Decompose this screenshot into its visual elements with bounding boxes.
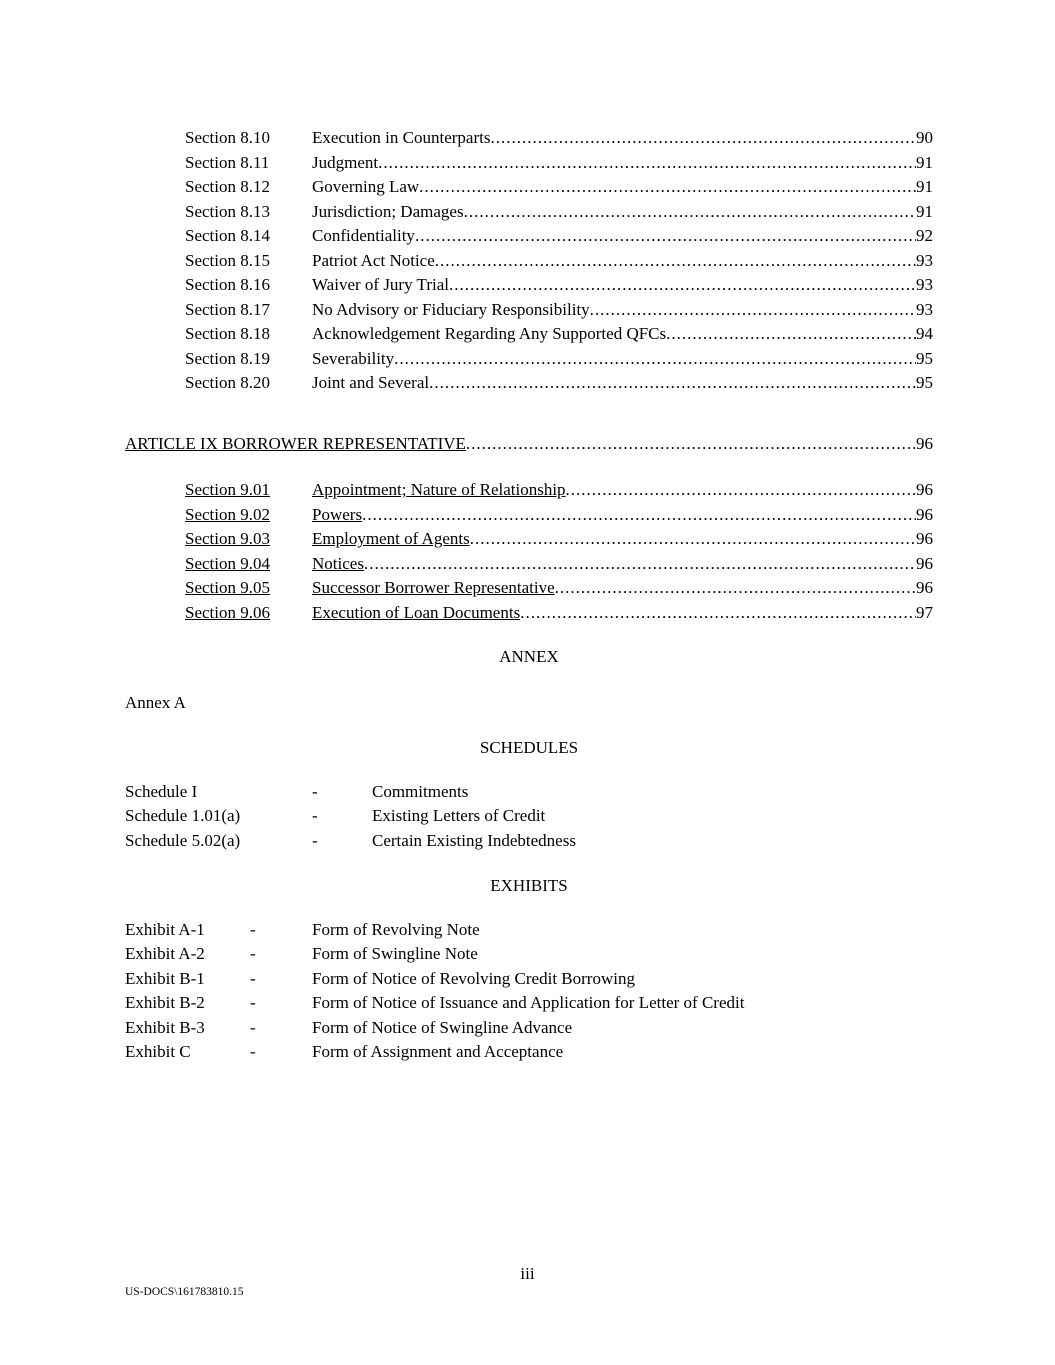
schedule-label: Schedule 1.01(a) <box>125 806 241 825</box>
exhibit-title: Form of Notice of Swingline Advance <box>312 1017 573 1037</box>
dot-leader <box>415 224 916 249</box>
exhibit-label: Exhibit B-1 <box>125 968 205 988</box>
exhibit-title: Form of Swingline Note <box>312 944 478 963</box>
toc-entry-title: Governing Law <box>312 177 420 196</box>
toc-entry-number: Section 8.13 <box>185 201 270 221</box>
toc-article8-entries <box>125 126 933 396</box>
toc-entry-number: Section 9.04 <box>185 553 270 573</box>
toc-entry-title: Employment of Agents <box>312 529 470 548</box>
toc-entry-page: 96 <box>916 553 933 573</box>
dot-leader <box>490 126 916 151</box>
toc-entry-number: Section 9.02 <box>185 504 270 524</box>
toc-entry-page: 96 <box>916 529 933 548</box>
toc-entry <box>185 601 933 626</box>
dot-leader <box>435 249 916 274</box>
toc-entry-page: 96 <box>916 578 933 597</box>
exhibit-item <box>125 967 933 992</box>
toc-entry-number: Section 8.20 <box>185 373 270 392</box>
schedule-label: Schedule 5.02(a) <box>125 830 241 850</box>
toc-entry <box>185 200 933 225</box>
dot-leader <box>362 503 916 528</box>
toc-entry <box>185 126 933 151</box>
toc-entry-number: Section 9.01 <box>185 480 270 499</box>
toc-entry-title: Waiver of Jury Trial <box>312 275 449 294</box>
exhibit-item <box>125 991 933 1016</box>
toc-entry <box>185 576 933 601</box>
schedules-list <box>125 780 933 854</box>
toc-entry <box>185 224 933 249</box>
toc-entry-title: Severability <box>312 348 395 368</box>
dash-separator: - <box>250 1017 256 1037</box>
exhibit-label: Exhibit A-2 <box>125 944 205 963</box>
exhibits-list <box>125 918 933 1065</box>
dot-leader <box>470 527 916 552</box>
toc-entry-title: Execution in Counterparts <box>312 128 491 147</box>
toc-entry <box>185 298 933 323</box>
toc-entry-page: 96 <box>916 504 933 524</box>
dash-separator: - <box>312 806 318 825</box>
article9-page: 96 <box>916 433 933 453</box>
dot-leader <box>555 576 916 601</box>
exhibit-item <box>125 942 933 967</box>
toc-entry-title: Jurisdiction; Damages <box>312 201 464 221</box>
dash-separator: - <box>250 993 256 1012</box>
toc-entry-page: 90 <box>916 128 933 147</box>
toc-entry-page: 97 <box>916 602 933 622</box>
toc-entry-number: Section 8.12 <box>185 177 270 196</box>
toc-entry-page: 95 <box>916 348 933 368</box>
toc-entry <box>185 478 933 503</box>
toc-entry-number: Section 8.17 <box>185 299 270 319</box>
toc-article9-heading <box>125 432 933 457</box>
exhibit-item <box>125 918 933 943</box>
toc-entry-page: 93 <box>916 275 933 294</box>
exhibit-item <box>125 1016 933 1041</box>
schedule-label: Schedule I <box>125 781 198 801</box>
toc-entry-number: Section 9.03 <box>185 529 270 548</box>
toc-entry-title: Patriot Act Notice <box>312 250 435 270</box>
toc-entry <box>185 273 933 298</box>
dot-leader <box>566 478 916 503</box>
dash-separator: - <box>250 968 256 988</box>
dash-separator: - <box>312 830 318 850</box>
toc-entry-page: 91 <box>916 177 933 196</box>
toc-entry <box>185 552 933 577</box>
toc-entry-title: Successor Borrower Representative <box>312 578 555 597</box>
dot-leader <box>464 200 916 225</box>
toc-entry-number: Section 8.16 <box>185 275 270 294</box>
dot-leader <box>378 151 916 176</box>
exhibit-title: Form of Revolving Note <box>312 919 480 939</box>
exhibits-heading: EXHIBITS <box>490 876 568 895</box>
exhibit-label: Exhibit A-1 <box>125 919 205 939</box>
toc-entry-title: Joint and Several <box>312 373 430 392</box>
dot-leader <box>429 371 916 396</box>
toc-entry-title: Acknowledgement Regarding Any Supported QFCs <box>312 324 667 343</box>
schedule-title: Commitments <box>372 781 469 801</box>
dot-leader <box>419 175 916 200</box>
exhibit-title: Form of Notice of Revolving Credit Borrowing <box>312 968 635 988</box>
toc-article9-entries <box>125 478 933 625</box>
toc-entry-number: Section 8.19 <box>185 348 270 368</box>
schedule-item <box>125 780 933 805</box>
toc-entry <box>185 371 933 396</box>
toc-entry-page: 91 <box>916 152 933 172</box>
schedule-item <box>125 829 933 854</box>
dash-separator: - <box>312 781 318 801</box>
exhibit-label: Exhibit B-2 <box>125 993 205 1012</box>
toc-entry-page: 93 <box>916 250 933 270</box>
document-id: US-DOCS\161783810.15 <box>125 1286 244 1298</box>
dot-leader <box>394 347 916 372</box>
schedule-item <box>125 804 933 829</box>
schedules-heading: SCHEDULES <box>479 738 579 757</box>
toc-entry-page: 92 <box>916 226 933 245</box>
toc-entry-title: Confidentiality <box>312 226 415 245</box>
dot-leader <box>520 601 916 626</box>
dash-separator: - <box>250 1042 256 1061</box>
exhibit-title: Form of Assignment and Acceptance <box>312 1042 564 1061</box>
toc-entry <box>185 322 933 347</box>
dot-leader <box>590 298 916 323</box>
toc-entry-number: Section 8.10 <box>185 128 270 147</box>
toc-entry-title: Execution of Loan Documents <box>312 602 521 622</box>
dot-leader <box>466 432 916 457</box>
document-page <box>125 126 933 1065</box>
annex-item: Annex A <box>125 692 186 712</box>
toc-entry-page: 96 <box>916 480 933 499</box>
toc-entry-page: 95 <box>916 373 933 392</box>
toc-entry-number: Section 9.05 <box>185 578 270 597</box>
exhibit-item <box>125 1040 933 1065</box>
schedule-title: Certain Existing Indebtedness <box>372 830 576 850</box>
toc-entry-number: Section 8.14 <box>185 226 270 245</box>
toc-entry-number: Section 8.18 <box>185 324 270 343</box>
toc-entry-number: Section 9.06 <box>185 602 270 622</box>
schedule-title: Existing Letters of Credit <box>372 806 546 825</box>
toc-entry-number: Section 8.11 <box>185 152 270 172</box>
toc-entry-page: 94 <box>916 324 933 343</box>
toc-entry <box>185 503 933 528</box>
toc-entry-page: 93 <box>916 299 933 319</box>
toc-entry-title: Judgment <box>312 152 379 172</box>
toc-entry-title: No Advisory or Fiduciary Responsibility <box>312 299 590 319</box>
dot-leader <box>666 322 916 347</box>
exhibit-label: Exhibit C <box>125 1042 191 1061</box>
exhibit-title: Form of Notice of Issuance and Application for Letter of Credit <box>312 993 745 1012</box>
page-number: iii <box>520 1264 535 1283</box>
toc-entry-number: Section 8.15 <box>185 250 270 270</box>
toc-entry <box>185 175 933 200</box>
toc-entry-title: Appointment; Nature of Relationship <box>312 480 566 499</box>
toc-entry-title: Powers <box>312 504 363 524</box>
dash-separator: - <box>250 919 256 939</box>
article9-label: ARTICLE IX BORROWER REPRESENTATIVE <box>125 433 466 453</box>
toc-entry <box>185 151 933 176</box>
toc-entry-page: 91 <box>916 201 933 221</box>
toc-entry <box>185 249 933 274</box>
dot-leader <box>449 273 916 298</box>
annex-heading: ANNEX <box>499 647 559 666</box>
exhibit-label: Exhibit B-3 <box>125 1017 205 1037</box>
dot-leader <box>364 552 916 577</box>
toc-entry <box>185 527 933 552</box>
toc-entry <box>185 347 933 372</box>
toc-entry-title: Notices <box>312 553 364 573</box>
dash-separator: - <box>250 944 256 963</box>
